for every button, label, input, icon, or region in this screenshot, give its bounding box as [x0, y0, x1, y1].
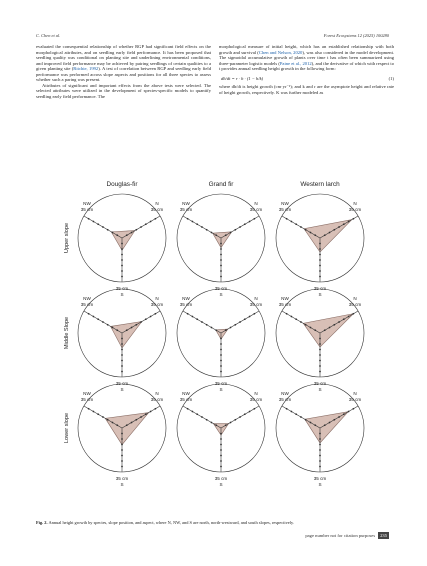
axis-tick — [253, 218, 255, 220]
axis-tick — [220, 354, 222, 356]
axis-tick — [253, 313, 255, 315]
axis-tick — [319, 360, 321, 362]
axis-tick — [319, 349, 321, 351]
aspect-label-n: N — [353, 201, 357, 206]
equation-1 — [219, 76, 394, 82]
axis-tick — [121, 248, 123, 250]
citation-link[interactable]: Paine et al., 2012 — [279, 60, 312, 66]
axis-tick — [121, 466, 123, 468]
axis-tick — [187, 313, 189, 315]
axis-tick — [291, 221, 293, 223]
growth-polygon — [111, 231, 135, 251]
aspect-label-nw: NW — [83, 391, 91, 396]
aspect-label-nw: NW — [182, 201, 190, 206]
axis-tick — [116, 234, 118, 236]
citation-link[interactable]: Ritchie, 1992 — [73, 66, 99, 72]
axis-tick — [352, 408, 354, 410]
axis-tick — [319, 265, 321, 267]
species-header: Western larch — [300, 181, 340, 188]
axis-tick — [121, 455, 123, 457]
aspect-label-nw: NW — [83, 296, 91, 301]
axis-tick — [140, 321, 142, 323]
axis-tick — [310, 327, 312, 329]
axis-tick — [154, 313, 156, 315]
axis-tick — [324, 234, 326, 236]
axis-tick — [88, 218, 90, 220]
caption-label: Fig. 2. — [36, 520, 48, 525]
axis-tick — [126, 424, 128, 426]
axis-value-label: 35 cm — [313, 286, 327, 291]
axis-tick — [319, 466, 321, 468]
axis-tick — [140, 226, 142, 228]
axis-tick — [107, 324, 109, 326]
axis-tick — [348, 411, 350, 413]
slope-label: Upper slope — [64, 222, 70, 254]
axis-tick — [295, 318, 297, 320]
axis-tick — [145, 413, 147, 415]
axis-tick — [348, 316, 350, 318]
axis-tick — [215, 424, 217, 426]
axis-tick — [135, 324, 137, 326]
aspect-label-nw: NW — [182, 296, 190, 301]
axis-tick — [196, 413, 198, 415]
axis-value-label: 35 cm — [249, 397, 263, 402]
radar-grid — [60, 178, 380, 510]
axis-tick — [121, 360, 123, 362]
axis-tick — [215, 234, 217, 236]
aspect-label-nw: NW — [83, 201, 91, 206]
axis-tick — [220, 444, 222, 446]
axis-tick — [220, 460, 222, 462]
axis-value-label: 35 cm — [115, 476, 129, 481]
axis-tick — [131, 422, 133, 424]
axis-tick — [319, 248, 321, 250]
axis-tick — [206, 419, 208, 421]
axis-tick — [300, 321, 302, 323]
aspect-label-n: N — [353, 391, 357, 396]
axis-tick — [220, 449, 222, 451]
axis-tick — [314, 329, 316, 331]
growth-polygon — [111, 322, 142, 348]
axis-tick — [201, 321, 203, 323]
axis-value-label: 35 cm — [278, 207, 292, 212]
axis-tick — [220, 248, 222, 250]
axis-tick — [249, 411, 251, 413]
figure-caption — [36, 520, 396, 525]
aspect-label-nw: NW — [182, 391, 190, 396]
axis-tick — [116, 329, 118, 331]
axis-tick — [249, 221, 251, 223]
axis-tick — [220, 254, 222, 256]
axis-tick — [329, 232, 331, 234]
axis-tick — [314, 424, 316, 426]
axis-tick — [343, 223, 345, 225]
aspect-label-n: N — [155, 201, 159, 206]
axis-value-label: 35 cm — [249, 302, 263, 307]
axis-tick — [112, 232, 114, 234]
aspect-label-s: S — [318, 292, 322, 297]
running-header-journal: Forest Ecosystems 12 (2025) 100280 — [323, 33, 389, 38]
slope-label: Middle Slope — [64, 316, 70, 350]
axis-tick — [187, 408, 189, 410]
aspect-label-nw: NW — [281, 296, 289, 301]
axis-tick — [145, 318, 147, 320]
axis-tick — [300, 226, 302, 228]
axis-tick — [220, 259, 222, 261]
axis-tick — [107, 419, 109, 421]
axis-tick — [220, 371, 222, 373]
axis-tick — [121, 243, 123, 245]
axis-tick — [319, 365, 321, 367]
axis-tick — [121, 365, 123, 367]
axis-tick — [305, 229, 307, 231]
growth-polygon — [213, 232, 232, 248]
axis-tick — [112, 327, 114, 329]
axis-tick — [150, 221, 152, 223]
axis-value-label: 35 cm — [278, 302, 292, 307]
axis-value-label: 35 cm — [214, 286, 228, 291]
axis-tick — [121, 276, 123, 278]
axis-tick — [239, 226, 241, 228]
axis-tick — [319, 438, 321, 440]
species-header: Grand fir — [208, 181, 234, 188]
axis-value-label: 35 cm — [179, 207, 193, 212]
aspect-label-s: S — [120, 482, 124, 487]
axis-tick — [234, 419, 236, 421]
axis-value-label: 35 cm — [115, 286, 129, 291]
radar-figure — [60, 178, 380, 510]
axis-tick — [220, 338, 222, 340]
axis-tick — [352, 313, 354, 315]
axis-tick — [121, 444, 123, 446]
axis-tick — [102, 416, 104, 418]
axis-tick — [121, 259, 123, 261]
axis-tick — [352, 218, 354, 220]
axis-value-label: 35 cm — [80, 397, 94, 402]
axis-tick — [201, 416, 203, 418]
axis-tick — [244, 318, 246, 320]
axis-tick — [121, 460, 123, 462]
aspect-label-n: N — [254, 296, 258, 301]
aspect-label-s: S — [318, 387, 322, 392]
growth-polygon — [105, 413, 148, 445]
left-column — [36, 44, 211, 99]
axis-tick — [319, 455, 321, 457]
page-footer — [305, 532, 389, 539]
axis-value-label: 35 cm — [214, 476, 228, 481]
axis-tick — [343, 413, 345, 415]
axis-tick — [102, 226, 104, 228]
axis-tick — [126, 234, 128, 236]
axis-tick — [225, 424, 227, 426]
axis-tick — [319, 371, 321, 373]
axis-tick — [324, 424, 326, 426]
axis-value-label: 35 cm — [150, 397, 164, 402]
equation-number: (1) — [388, 75, 394, 81]
aspect-label-nw: NW — [281, 391, 289, 396]
axis-tick — [187, 218, 189, 220]
axis-tick — [154, 218, 156, 220]
axis-tick — [220, 455, 222, 457]
axis-tick — [201, 226, 203, 228]
axis-tick — [88, 313, 90, 315]
axis-tick — [239, 321, 241, 323]
axis-tick — [97, 413, 99, 415]
axis-tick — [131, 232, 133, 234]
axis-tick — [220, 270, 222, 272]
axis-value-label: 35 cm — [313, 381, 327, 386]
aspect-label-n: N — [155, 296, 159, 301]
axis-tick — [140, 416, 142, 418]
axis-tick — [211, 232, 213, 234]
axis-tick — [319, 276, 321, 278]
axis-tick — [206, 324, 208, 326]
axis-tick — [121, 433, 123, 435]
axis-tick — [97, 318, 99, 320]
axis-value-label: 35 cm — [115, 381, 129, 386]
axis-tick — [121, 343, 123, 345]
axis-tick — [300, 416, 302, 418]
axis-tick — [234, 324, 236, 326]
axis-tick — [295, 223, 297, 225]
axis-tick — [230, 232, 232, 234]
axis-tick — [121, 265, 123, 267]
axis-tick — [211, 422, 213, 424]
axis-tick — [126, 329, 128, 331]
axis-tick — [145, 223, 147, 225]
axis-tick — [192, 221, 194, 223]
right-column — [219, 44, 394, 95]
axis-tick — [93, 221, 95, 223]
axis-tick — [102, 321, 104, 323]
aspect-label-n: N — [254, 391, 258, 396]
axis-tick — [225, 234, 227, 236]
axis-tick — [230, 327, 232, 329]
axis-tick — [220, 365, 222, 367]
axis-value-label: 35 cm — [249, 207, 263, 212]
axis-tick — [121, 254, 123, 256]
axis-tick — [319, 243, 321, 245]
axis-tick — [348, 221, 350, 223]
axis-tick — [121, 449, 123, 451]
axis-tick — [319, 270, 321, 272]
axis-tick — [116, 424, 118, 426]
axis-tick — [196, 318, 198, 320]
axis-tick — [112, 422, 114, 424]
axis-value-label: 35 cm — [348, 207, 362, 212]
axis-tick — [319, 433, 321, 435]
axis-tick — [206, 229, 208, 231]
axis-tick — [319, 338, 321, 340]
running-header-authors: C. Chen et al. — [36, 33, 61, 38]
axis-tick — [107, 229, 109, 231]
aspect-label-s: S — [219, 387, 223, 392]
axis-tick — [135, 419, 137, 421]
axis-tick — [286, 313, 288, 315]
axis-value-label: 35 cm — [80, 207, 94, 212]
axis-tick — [253, 408, 255, 410]
axis-value-label: 35 cm — [278, 397, 292, 402]
axis-tick — [338, 416, 340, 418]
axis-tick — [333, 419, 335, 421]
axis-tick — [329, 422, 331, 424]
axis-tick — [220, 438, 222, 440]
axis-tick — [319, 259, 321, 261]
axis-tick — [319, 343, 321, 345]
axis-tick — [310, 422, 312, 424]
axis-tick — [329, 327, 331, 329]
axis-tick — [333, 324, 335, 326]
axis-tick — [286, 218, 288, 220]
axis-tick — [338, 226, 340, 228]
right-paragraph-1: morphological measure of initial height, which has an established relationship with both growth and survival (Chen and Nelson, 2020), was also considered in the model development. The sigmoidal accumulative growth of plants over time t has often been summarized using three-parameter logistic models (Paine et al., 2012), and the derivative of which with respect to t provides annual seedling height growth in the following form: — [219, 44, 395, 72]
axis-value-label: 35 cm — [80, 302, 94, 307]
axis-tick — [121, 438, 123, 440]
axis-tick — [343, 318, 345, 320]
aspect-label-n: N — [254, 201, 258, 206]
axis-tick — [150, 316, 152, 318]
axis-tick — [319, 254, 321, 256]
axis-tick — [249, 316, 251, 318]
axis-value-label: 35 cm — [179, 302, 193, 307]
axis-tick — [131, 327, 133, 329]
axis-tick — [220, 343, 222, 345]
axis-tick — [295, 413, 297, 415]
aspect-label-s: S — [219, 292, 223, 297]
axis-tick — [305, 324, 307, 326]
aspect-label-s: S — [120, 292, 124, 297]
axis-tick — [220, 466, 222, 468]
axis-value-label: 35 cm — [348, 302, 362, 307]
axis-tick — [220, 243, 222, 245]
axis-tick — [121, 338, 123, 340]
axis-tick — [220, 276, 222, 278]
left-paragraph-1: evaluated the consequential relationship of whether RGP had significant field effects on the morphological attributes, and on seedling early field performance. It has been proposed that seedling quality was conditional on planting site and underlining environmental conditions, and improved field performance may be achieved by pairing seedlings of certain qualities to a given planting site (Ritchie, 1992). A test of correlation between RGP and seedling early field performance was performed across slope aspects and positions for all three species to assess whether such a paring was present. — [36, 44, 211, 83]
species-header: Douglas-fir — [106, 181, 138, 188]
axis-tick — [239, 416, 241, 418]
axis-tick — [121, 354, 123, 356]
axis-tick — [154, 408, 156, 410]
axis-tick — [225, 329, 227, 331]
axis-tick — [121, 270, 123, 272]
axis-tick — [192, 411, 194, 413]
axis-tick — [88, 408, 90, 410]
growth-polygon — [305, 412, 348, 443]
axis-tick — [291, 316, 293, 318]
axis-tick — [220, 433, 222, 435]
aspect-label-s: S — [219, 482, 223, 487]
axis-value-label: 35 cm — [179, 397, 193, 402]
axis-tick — [310, 232, 312, 234]
footer-note: page number not for citation purposes — [305, 533, 376, 538]
axis-tick — [319, 354, 321, 356]
aspect-label-nw: NW — [281, 201, 289, 206]
growth-polygon — [303, 314, 353, 347]
axis-tick — [291, 411, 293, 413]
equation-expression: dh/dt = r · h · (1 − h/k) — [221, 75, 264, 81]
axis-tick — [324, 329, 326, 331]
axis-tick — [220, 265, 222, 267]
axis-tick — [196, 223, 198, 225]
axis-tick — [305, 419, 307, 421]
axis-tick — [230, 422, 232, 424]
axis-tick — [319, 444, 321, 446]
growth-polygon — [304, 220, 352, 253]
right-paragraph-2: where dh/dt is height growth (cm·yr⁻¹); and k and r are the asymptote height and relative rate of height growth, respectively. K was further modeled as — [219, 84, 394, 95]
axis-tick — [150, 411, 152, 413]
axis-tick — [314, 234, 316, 236]
left-paragraph-2: Attributes of significant and important effects from the above tests were selected. The selected attributes were utilized in the development of species-specific models to quantify seedling early field performance. The — [36, 82, 211, 99]
axis-tick — [220, 349, 222, 351]
axis-tick — [286, 408, 288, 410]
axis-value-label: 35 cm — [313, 476, 327, 481]
axis-tick — [97, 223, 99, 225]
axis-tick — [93, 316, 95, 318]
axis-tick — [93, 411, 95, 413]
axis-tick — [135, 229, 137, 231]
axis-tick — [215, 329, 217, 331]
axis-tick — [121, 371, 123, 373]
page-number: 235 — [380, 533, 387, 538]
axis-tick — [192, 316, 194, 318]
axis-tick — [319, 460, 321, 462]
axis-value-label: 35 cm — [150, 302, 164, 307]
axis-tick — [244, 413, 246, 415]
slope-label: Lower slope — [64, 412, 70, 444]
aspect-label-s: S — [120, 387, 124, 392]
axis-tick — [319, 449, 321, 451]
aspect-label-s: S — [318, 482, 322, 487]
axis-tick — [234, 229, 236, 231]
axis-value-label: 35 cm — [150, 207, 164, 212]
axis-tick — [244, 223, 246, 225]
citation-link[interactable]: Chen and Nelson, 2020 — [258, 49, 303, 55]
axis-tick — [220, 360, 222, 362]
caption-text: Annual height growth by species, slope position, and aspect, where N, NW, and S are north, north-westward, and south slopes, respectively. — [48, 520, 294, 525]
axis-tick — [121, 349, 123, 351]
axis-tick — [333, 229, 335, 231]
axis-tick — [211, 327, 213, 329]
axis-value-label: 35 cm — [214, 381, 228, 386]
aspect-label-n: N — [155, 391, 159, 396]
aspect-label-n: N — [353, 296, 357, 301]
axis-value-label: 35 cm — [348, 397, 362, 402]
axis-tick — [338, 321, 340, 323]
